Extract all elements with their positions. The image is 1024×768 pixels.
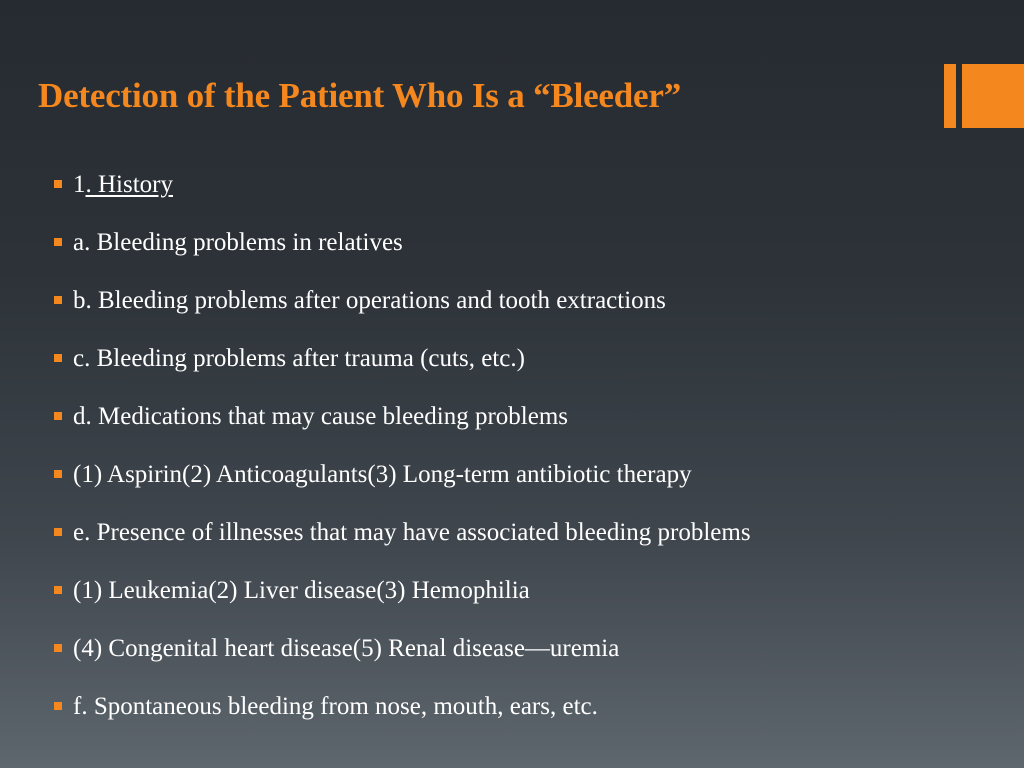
bullet-square-icon (54, 238, 62, 246)
bullet-item (54, 630, 751, 688)
bullet-square-icon (54, 354, 62, 362)
bullet-square-icon (54, 470, 62, 478)
bullet-item (54, 398, 751, 456)
bullet-item (54, 340, 751, 398)
bullet-square-icon (54, 528, 62, 536)
bullet-text: f. Spontaneous bleeding from nose, mouth, ears, etc. (73, 693, 598, 720)
bullet-item (54, 572, 751, 630)
bullet-text: (1) Aspirin(2) Anticoagulants(3) Long-term antibiotic therapy (73, 461, 692, 488)
slide-title: Detection of the Patient Who Is a “Bleeder” (38, 76, 682, 115)
bullet-square-icon (54, 702, 62, 710)
bullet-history-label: . History (85, 171, 173, 198)
bullet-text: c. Bleeding problems after trauma (cuts, etc.) (73, 345, 525, 372)
bullet-list (54, 166, 751, 746)
bullet-history-number: 1 (73, 171, 86, 198)
bullet-text: (1) Leukemia(2) Liver disease(3) Hemophilia (73, 577, 530, 604)
bullet-text: a. Bleeding problems in relatives (73, 229, 403, 256)
bullet-square-icon (54, 296, 62, 304)
bullet-item (54, 456, 751, 514)
bullet-item (54, 224, 751, 282)
accent-bar-thin (944, 64, 956, 128)
bullet-text: (4) Congenital heart disease(5) Renal disease—uremia (73, 635, 620, 662)
bullet-item (54, 688, 751, 746)
bullet-square-icon (54, 412, 62, 420)
bullet-square-icon (54, 180, 62, 188)
bullet-square-icon (54, 644, 62, 652)
bullet-item (54, 282, 751, 340)
bullet-item (54, 514, 751, 572)
bullet-text: d. Medications that may cause bleeding problems (73, 403, 569, 430)
bullet-text: e. Presence of illnesses that may have associated bleeding problems (73, 519, 751, 546)
title-accent-bars (944, 64, 1024, 128)
bullet-text: b. Bleeding problems after operations and tooth extractions (73, 287, 666, 314)
bullet-history (54, 166, 751, 224)
accent-bar-thick (962, 64, 1024, 128)
bullet-square-icon (54, 586, 62, 594)
